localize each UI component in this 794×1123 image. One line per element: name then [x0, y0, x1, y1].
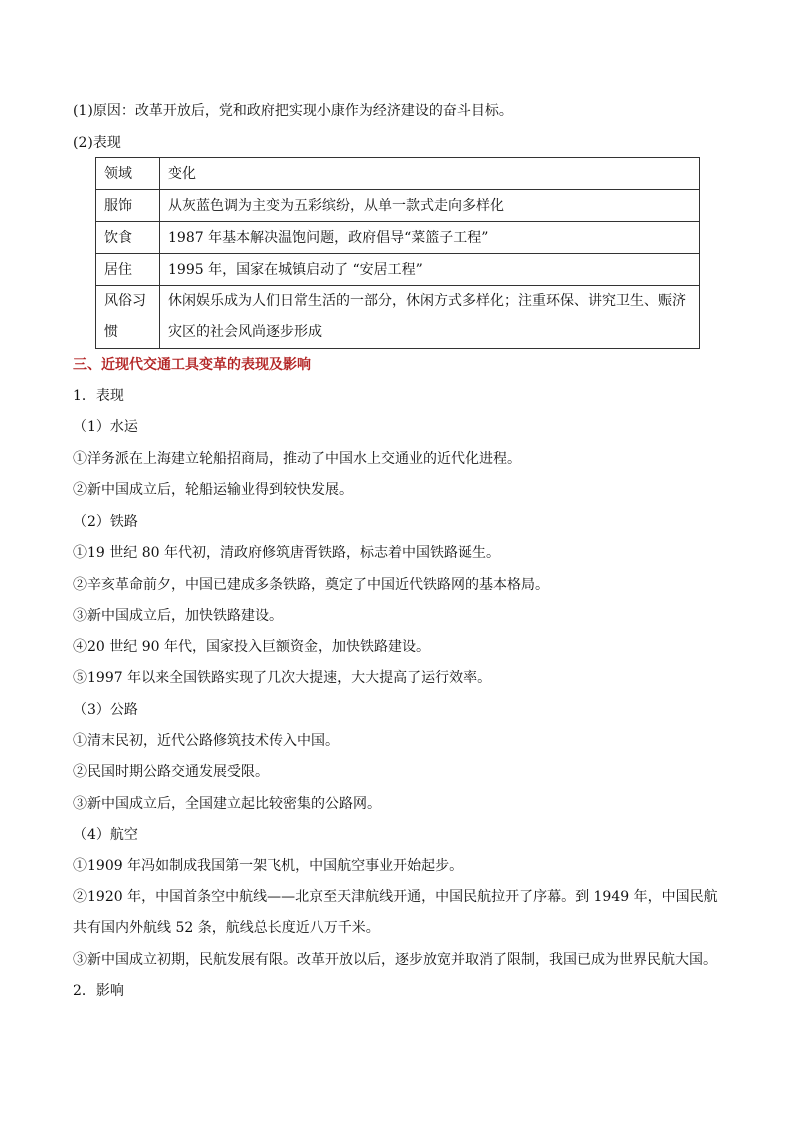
table-row	[96, 286, 700, 349]
row-change: 休闲娱乐成为人们日常生活的一部分，休闲方式多样化；注重环保、讲究卫生、赈济灾区的社会风尚逐步形成	[160, 286, 700, 349]
rail-item: ⑤1997 年以来全国铁路实现了几次大提速，大大提高了运行效率。	[73, 670, 492, 686]
road-item: ①清末民初，近代公路修筑技术传入中国。	[73, 733, 339, 749]
row-field: 风俗习惯	[96, 286, 160, 349]
row-change: 1987 年基本解决温饱问题，政府倡导“菜篮子工程”	[160, 222, 700, 254]
air-item: ②1920 年，中国首条空中航线——北京至天津航线开通，中国民航拉开了序幕。到 1949 年，中国民航共有国内外航线 52 条，航线总长度近八万千米。	[73, 889, 718, 936]
row-change: 1995 年，国家在城镇启动了 “安居工程”	[160, 254, 700, 286]
table-row	[96, 254, 700, 286]
reason-paragraph: (1)原因：改革开放后，党和政府把实现小康作为经济建设的奋斗目标。	[73, 103, 513, 119]
row-field: 居住	[96, 254, 160, 286]
rail-item: ②辛亥革命前夕，中国已建成多条铁路，奠定了中国近代铁路网的基本格局。	[73, 577, 549, 593]
lifestyle-change-table	[95, 157, 700, 349]
water-item: ①洋务派在上海建立轮船招商局，推动了中国水上交通业的近代化进程。	[73, 451, 521, 467]
performance-label: (2)表现	[73, 135, 121, 151]
row-change: 从灰蓝色调为主变为五彩缤纷，从单一款式走向多样化	[160, 190, 700, 222]
rail-title: （2）铁路	[73, 514, 138, 530]
road-item: ②民国时期公路交通发展受限。	[73, 764, 269, 780]
row-field: 服饰	[96, 190, 160, 222]
air-item: ①1909 年冯如制成我国第一架飞机，中国航空事业开始起步。	[73, 858, 464, 874]
table-row	[96, 190, 700, 222]
header-change: 变化	[160, 158, 700, 190]
subsection-influence: 2．影响	[73, 983, 124, 999]
table-row	[96, 222, 700, 254]
rail-item: ①19 世纪 80 年代初，清政府修筑唐胥铁路，标志着中国铁路诞生。	[73, 545, 500, 561]
road-item: ③新中国成立后，全国建立起比较密集的公路网。	[73, 796, 381, 812]
section-title: 三、近现代交通工具变革的表现及影响	[73, 357, 311, 373]
water-title: （1）水运	[73, 419, 138, 435]
rail-item: ④20 世纪 90 年代，国家投入巨额资金，加快铁路建设。	[73, 639, 430, 655]
water-item: ②新中国成立后，轮船运输业得到较快发展。	[73, 482, 353, 498]
rail-item: ③新中国成立后，加快铁路建设。	[73, 608, 283, 624]
table-header-row	[96, 158, 700, 190]
row-field: 饮食	[96, 222, 160, 254]
air-title: （4）航空	[73, 827, 138, 843]
header-field: 领域	[96, 158, 160, 190]
air-item: ③新中国成立初期，民航发展有限。改革开放以后，逐步放宽并取消了限制，我国已成为世界民航大国。	[73, 952, 717, 968]
subsection-performance: 1．表现	[73, 388, 124, 404]
road-title: （3）公路	[73, 702, 138, 718]
